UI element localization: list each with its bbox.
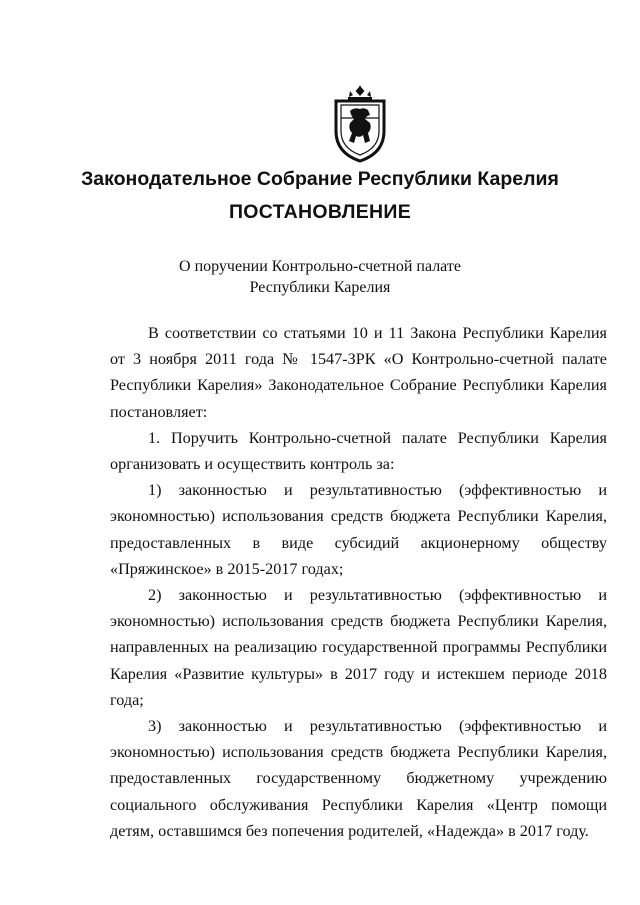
subitem-1-paragraph: 1) законностью и результативностью (эффективностью и экономностью) использования средств бюджета Республики Карелия, предоставленных в виде субсидий акционерному обществу «Пряжинское» в 2015-2017 годах; — [110, 481, 607, 578]
karelia-coat-of-arms-icon — [330, 83, 390, 163]
document-type-heading: ПОСТАНОВЛЕНИЕ — [228, 201, 412, 223]
subject-line-2: Республики Карелия — [249, 279, 391, 296]
organization-title: Законодательное Собрание Республики Карелия — [81, 168, 559, 190]
subject-line-1: О поручении Контрольно-счетной палате — [179, 258, 461, 275]
item-1-paragraph: 1. Поручить Контрольно-счетной палате Республики Карелия организовать и осуществить контроль за: — [110, 428, 607, 474]
document-subject — [0, 256, 640, 298]
subitem-3-paragraph: 3) законностью и результативностью (эффективностью и экономностью) использования средств бюджета Республики Карелия, предоставленных государственному бюджетному учреждению социального обслуживания Республики Карелия «Центр помощи детям, оставшимся без попечения родителей, «Надежда» в 2017 году. — [110, 717, 607, 840]
preamble-paragraph: В соответствии со статьями 10 и 11 Закона Республики Карелия от 3 ноября 2011 года № 1547-ЗРК «О Контрольно-счетной палате Республики Карелия» Законодательное Собрание Республики Карелия постановляет: — [110, 324, 607, 421]
document-body — [110, 320, 607, 844]
subitem-2-paragraph: 2) законностью и результативностью (эффективностью и экономностью) использования средств бюджета Республики Карелия, направленных на реализацию государственной программы Республики Карелия «Развитие культуры» в 2017 году и истекшем периоде 2018 года; — [110, 586, 607, 709]
